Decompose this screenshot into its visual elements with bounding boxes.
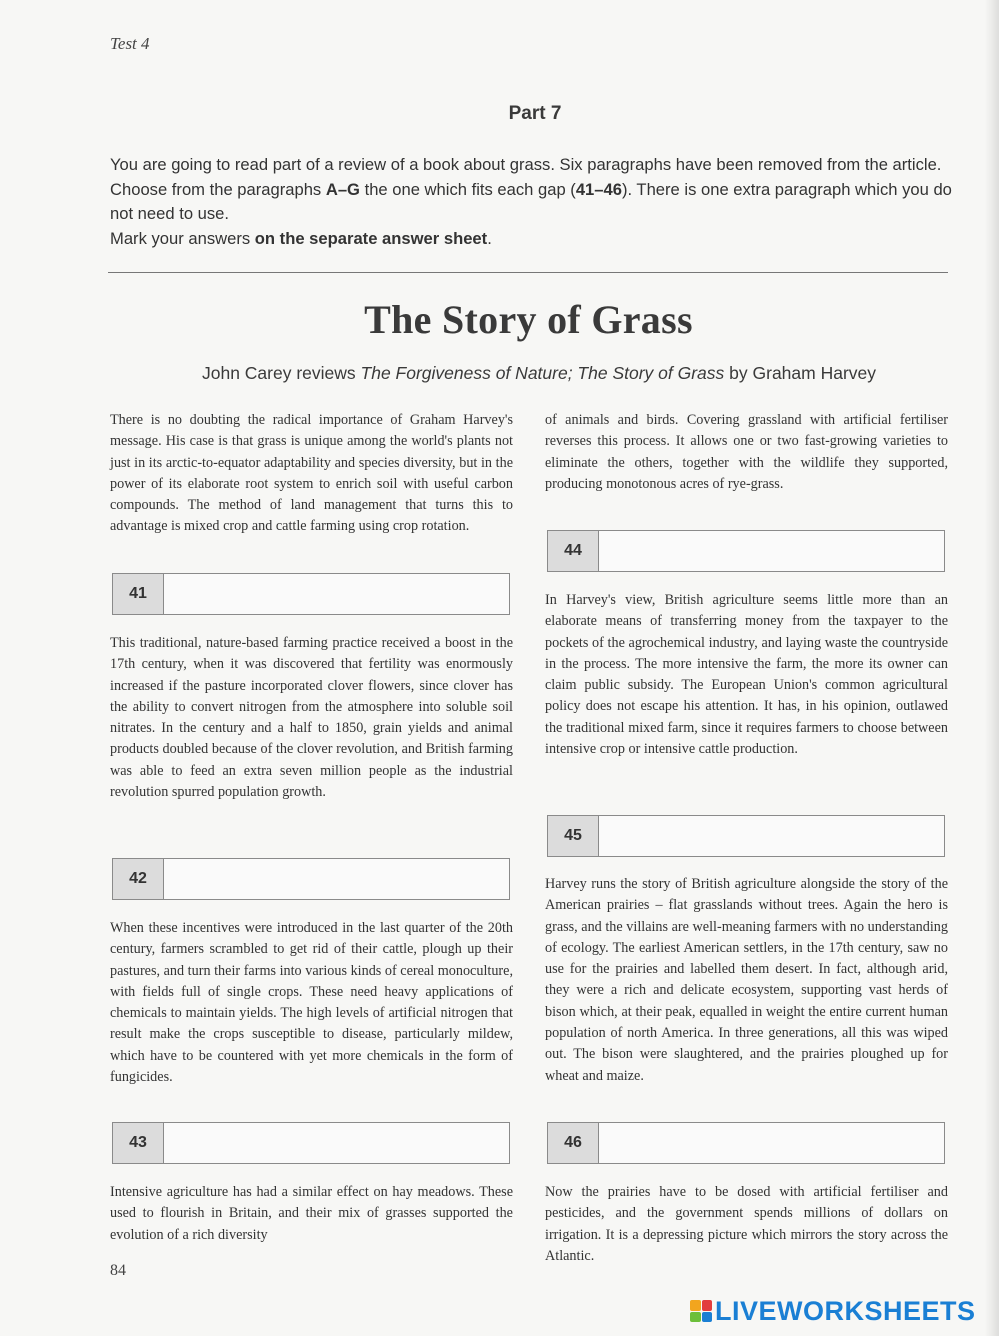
gap-43 [112, 1122, 510, 1164]
liveworksheets-icon [690, 1300, 712, 1322]
paragraph-7: Harvey runs the story of British agriculture alongside the story of the American prairies – flat grasslands without trees. Again the hero is grass, and the villains are well-meaning farmers with no understanding of ecology. The earliest American settlers, in the 17th century, saw no use for the prairies and labelled them desert. In fact, although arid, they were a rich and delicate ecosystem, supporting vast herds of bison which, at their peak, equalled in weight the entire current human population of north America. In three generations, all this was wiped out. The bison were slaughtered, and the prairies ploughed up for wheat and maize. [545, 876, 948, 1084]
gap-number: 44 [548, 531, 599, 571]
part-title: Part 7 [508, 103, 562, 124]
paragraph-8: Now the prairies have to be dosed with artificial fertiliser and pesticides, and the government spends millions of dollars on irrigation. It is a depressing picture which mirrors the story across the Atlantic. [545, 1184, 948, 1264]
liveworksheets-logo[interactable] [690, 1295, 976, 1327]
gap-46-answer-input[interactable] [599, 1123, 944, 1163]
gap-number: 43 [113, 1123, 164, 1163]
liveworksheets-brand-text: LIVEWORKSHEETS [715, 1295, 976, 1326]
byline-book-author: by Graham Harvey [724, 363, 877, 383]
gap-44 [547, 530, 945, 572]
divider [108, 272, 948, 273]
byline [0, 363, 999, 384]
test-label: Test 4 [110, 34, 150, 53]
gap-41-answer-input[interactable] [164, 574, 509, 614]
instructions-text: You are going to read part of a review of a book about grass. Six paragraphs have been removed from the article. Choose from the paragraphs [110, 155, 942, 199]
instructions [110, 153, 955, 251]
gap-number: 46 [548, 1123, 599, 1163]
byline-book-title: The Forgiveness of Nature; The Story of Grass [360, 363, 725, 383]
paragraph-3: When these incentives were introduced in the last quarter of the 20th century, farmers scrambled to get rid of their cattle, plough up their pastures, and turn their farms into various kinds of cereal monoculture, with fields full of single crops. These need heavy applications of chemicals to maintain yields. The high levels of artificial nitrogen that result make the crops susceptible to disease, particularly mildew, which have to be countered with yet more chemicals in the form of fungicides. [110, 920, 513, 1086]
instructions-answer-sheet: on the separate answer sheet [254, 228, 488, 248]
instructions-period: . [487, 228, 492, 248]
gap-45 [547, 815, 945, 857]
instructions-letters: A–G [325, 179, 360, 199]
page-edge-shadow [985, 0, 999, 1336]
gap-number: 41 [113, 574, 164, 614]
instructions-gap-range: 41–46 [575, 179, 622, 199]
gap-number: 45 [548, 816, 599, 856]
instructions-text-mid: the one which fits each gap ( [359, 179, 576, 199]
gap-42-answer-input[interactable] [164, 859, 509, 899]
paragraph-6: In Harvey's view, British agriculture seems little more than an elaborate means of transferring money from the taxpayer to the pockets of the agrochemical industry, and laying waste the countryside in the process. The more intensive the farm, the more its owner can claim public subsidy. The European Union's common agricultural policy does not escape his attention. It has, in his opinion, outlawed the traditional mixed farm, since it requires farmers to choose between intensive crop or intensive cattle production. [545, 592, 948, 758]
byline-author: John Carey reviews [201, 363, 361, 383]
gap-43-answer-input[interactable] [164, 1123, 509, 1163]
gap-46 [547, 1122, 945, 1164]
paragraph-4: Intensive agriculture has had a similar effect on hay meadows. These used to flourish in Britain, and their mix of grasses supported the evolution of a rich diversity [110, 1184, 513, 1243]
instructions-text-post: ). There is one extra paragraph which you do not need to use. [110, 179, 952, 223]
paragraph-1: There is no doubting the radical importance of Graham Harvey's message. His case is that grass is unique among the world's plants not just in its arctic-to-equator adaptability and species diversity, but in the power of its elaborate root system to enrich soil with useful carbon compounds. The method of land management that turns this to advantage is mixed crop and cattle farming using crop rotation. [110, 412, 513, 535]
page-number: 84 [110, 1262, 126, 1279]
gap-number: 42 [113, 859, 164, 899]
paragraph-5: of animals and birds. Covering grassland with artificial fertiliser reverses this process. It allows one or two fast-growing varieties to eliminate the others, together with the wildlife they supported, producing monotonous acres of rye-grass. [545, 412, 948, 492]
instructions-mark: Mark your answers [110, 228, 255, 248]
paragraph-2: This traditional, nature-based farming practice received a boost in the 17th century, when it was discovered that fertility was enormously increased if the pasture incorporated clover flowers, since clover has the ability to convert nitrogen from the atmosphere into soluble soil nitrates. In the century and a half to 1850, grain yields and animal products doubled because of the clover revolution, and British farming was able to feed an extra seven million people as the industrial revolution spurred population growth. [110, 635, 513, 801]
gap-41 [112, 573, 510, 615]
gap-44-answer-input[interactable] [599, 531, 944, 571]
gap-42 [112, 858, 510, 900]
gap-45-answer-input[interactable] [599, 816, 944, 856]
article-title: The Story of Grass [364, 297, 693, 342]
